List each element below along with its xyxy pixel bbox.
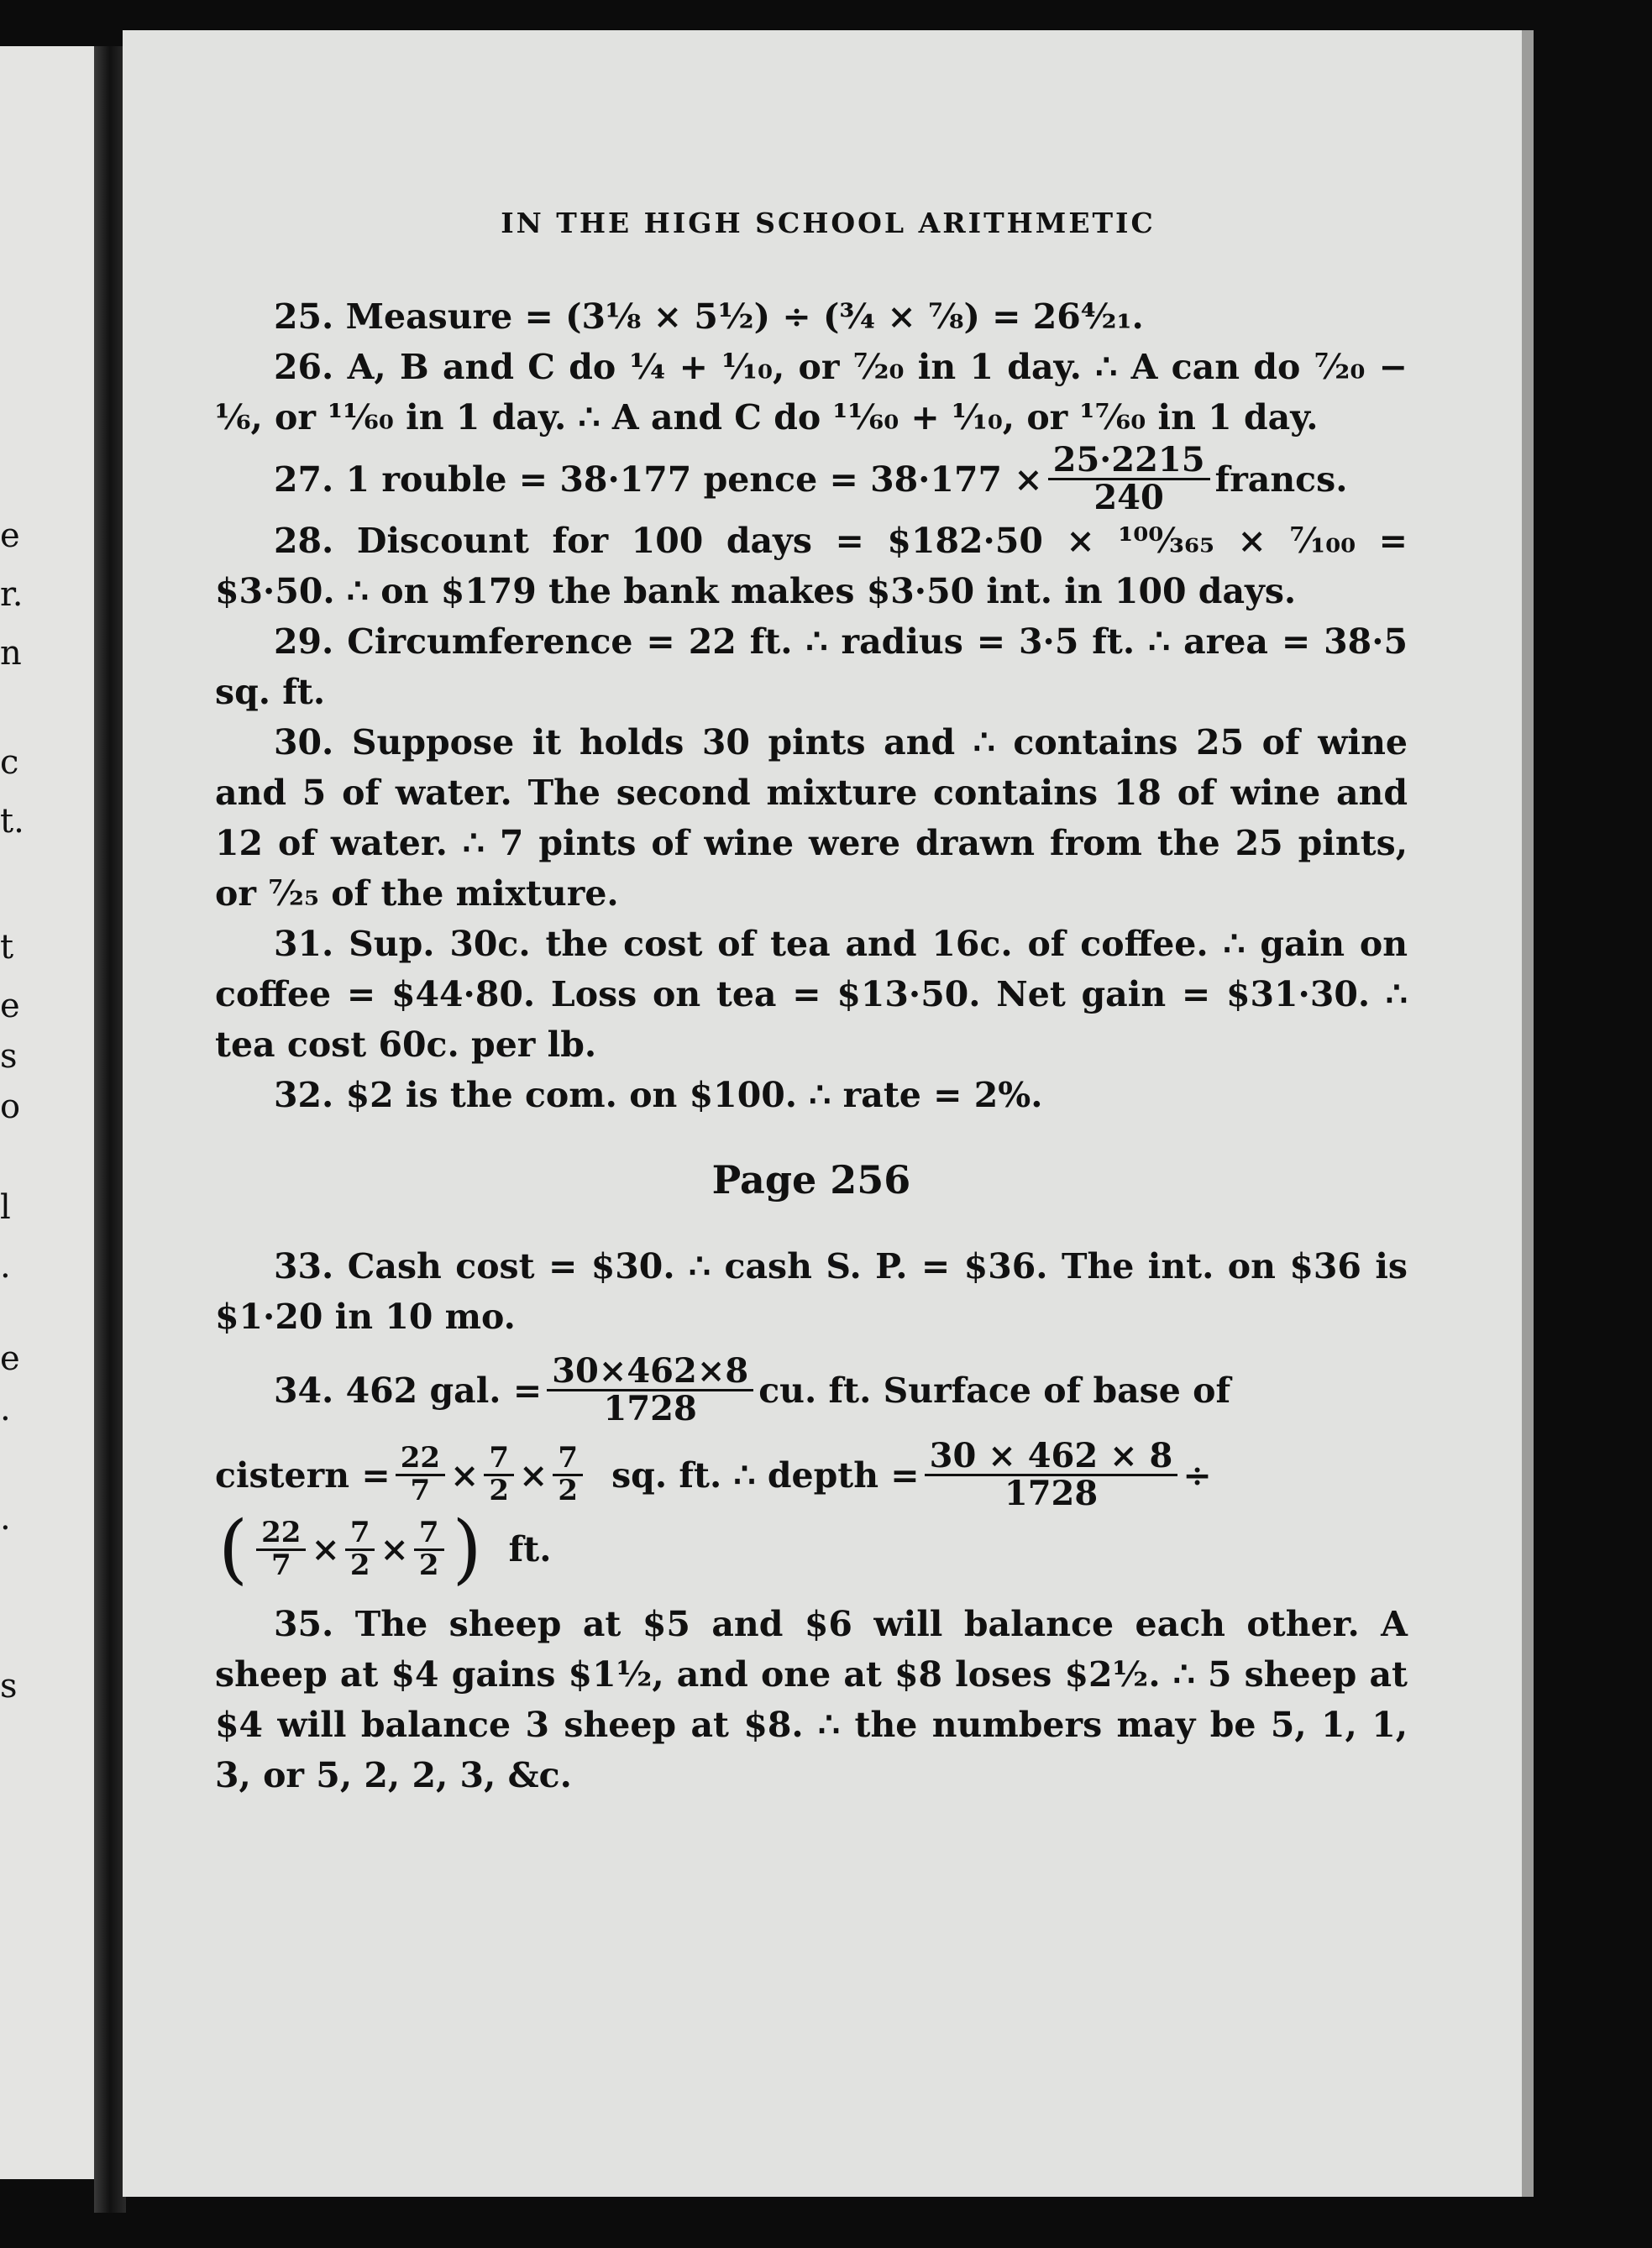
denominator: 7 [270,1548,291,1582]
numerator: 7 [345,1518,375,1551]
fraction [256,1515,306,1582]
edge-char: e [0,516,20,555]
fraction [1048,440,1210,517]
denominator: 1728 [603,1389,697,1428]
numerator: 30×462×8 [547,1354,753,1391]
open-paren: ( [218,1505,249,1593]
book-page [123,30,1534,2197]
edge-char: e [0,987,20,1025]
times-sign: × [311,1529,340,1569]
running-header: IN THE HIGH SCHOOL ARITHMETIC [501,207,1156,239]
fraction [414,1515,444,1582]
denominator: 7 [410,1474,431,1507]
edge-char: c [0,743,19,782]
answer-34-text: sq. ft. ∴ depth = [611,1454,920,1496]
answer-31: 31. Sup. 30c. the cost of tea and 16c. of coffee. ∴ gain on coffee = $44·80. Loss on tea = $13·50. Net gain = $31·30. ∴ tea cost 60c. per lb. [215,924,1408,1065]
division-sign: ÷ [1183,1454,1212,1496]
fraction [925,1438,1178,1512]
answer-28: 28. Discount for 100 days = $182·50 × ¹⁰⁰⁄₃₆₅ × ⁷⁄₁₀₀ = $3·50. ∴ on $179 the bank makes $3·50 int. in 100 days. [215,521,1408,611]
fraction [553,1441,583,1507]
numerator: 7 [553,1444,583,1476]
close-paren: ) [452,1505,482,1593]
answer-27-unit: francs. [1214,459,1348,500]
section-heading: Page 256 [711,1157,911,1203]
edge-char: t [0,928,14,967]
times-sign: × [380,1529,409,1569]
answer-29: 29. Circumference = 22 ft. ∴ radius = 3·5 ft. ∴ area = 38·5 sq. ft. [215,621,1408,712]
book-gutter [94,46,126,2213]
answer-34-line-2 [215,1438,1408,1512]
answer-25: 25. Measure = (3⅛ × 5½) ÷ (¾ × ⅞) = 26⁴⁄₂₁. [274,296,1144,337]
edge-char: l [0,1188,11,1227]
answer-34-unit: ft. [508,1529,552,1569]
edge-char: . [0,1390,11,1428]
answer-32: 32. $2 is the com. on $100. ∴ rate = 2%. [274,1075,1043,1115]
answer-34-text: cistern = [215,1454,391,1496]
edge-char: . [0,1247,11,1286]
page-content [215,207,1408,1800]
denominator: 1728 [1004,1474,1099,1513]
answer-34-line-3 [215,1505,1408,1593]
fraction [396,1441,445,1507]
numerator: 25·2215 [1048,443,1210,480]
answer-30: 30. Suppose it holds 30 pints and ∴ contains 25 of wine and 5 of water. The second mixture contains 18 of wine and 12 of water. ∴ 7 pints of wine were drawn from the 25 pints, or ⁷⁄₂₅ of the mixture. [215,722,1408,914]
edge-char: s [0,1037,18,1076]
denominator: 2 [418,1548,439,1582]
times-sign: × [450,1454,480,1496]
edge-char: r. [0,575,24,614]
edge-char: o [0,1087,21,1126]
numerator: 22 [396,1444,445,1476]
denominator: 2 [558,1474,579,1507]
times-sign: × [519,1454,548,1496]
answer-27-text: 27. 1 rouble = 38·177 pence = 38·177 × [274,459,1043,500]
fraction [547,1351,753,1428]
edge-char: . [0,1499,11,1538]
answer-34-text: cu. ft. Surface of base of [758,1370,1231,1411]
fraction [345,1515,375,1582]
answer-35: 35. The sheep at $5 and $6 will balance each other. A sheep at $4 gains $1½, and one at $8 loses $2½. ∴ 5 sheep at $4 will balance 3 sheep at $8. ∴ the numbers may be 5, 1, 1, 3, or 5, 2, 2, 3, &c. [215,1604,1408,1795]
numerator: 7 [484,1444,514,1476]
edge-char: s [0,1667,18,1706]
answer-33: 33. Cash cost = $30. ∴ cash S. P. = $36. The int. on $36 is $1·20 in 10 mo. [215,1246,1408,1337]
denominator: 2 [489,1474,510,1507]
answer-26: 26. A, B and C do ¼ + ¹⁄₁₀, or ⁷⁄₂₀ in 1 day. ∴ A can do ⁷⁄₂₀ − ⅙, or ¹¹⁄₆₀ in 1 day. ∴ A and C do ¹¹⁄₆₀ + ¹⁄₁₀, or ¹⁷⁄₆₀ in 1 day. [215,347,1408,438]
fraction [484,1441,514,1507]
denominator: 240 [1093,478,1164,517]
denominator: 2 [349,1548,370,1582]
answer-34-line-1 [215,1351,1408,1428]
edge-char: t. [0,802,24,841]
numerator: 22 [256,1518,306,1551]
facing-page-edge [0,46,99,2179]
answer-27 [215,440,1408,517]
edge-char: n [0,634,22,673]
answer-34-text: 34. 462 gal. = [274,1370,543,1411]
numerator: 7 [414,1518,444,1551]
numerator: 30 × 462 × 8 [925,1438,1178,1476]
edge-char: e [0,1339,20,1378]
